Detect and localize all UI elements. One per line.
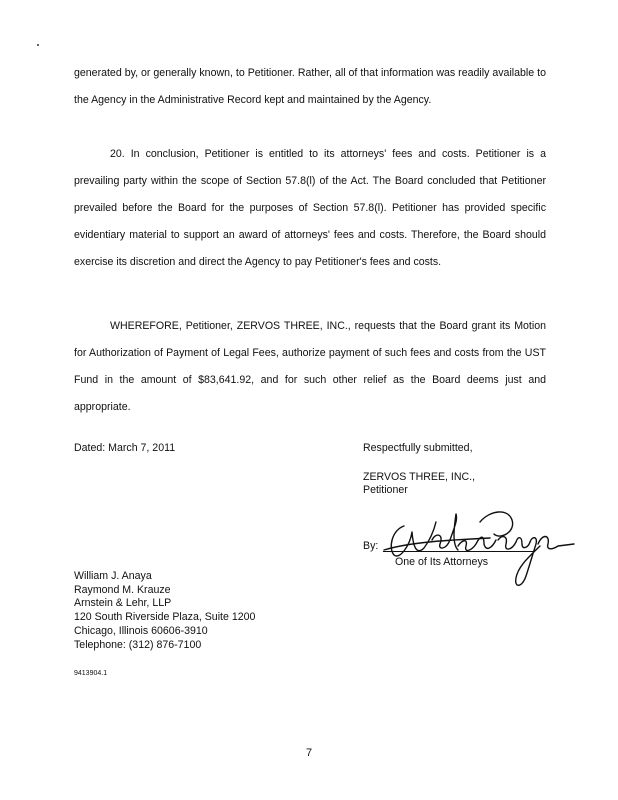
respectfully-submitted: Respectfully submitted, [363, 442, 473, 454]
attorney-line: Telephone: (312) 876-7100 [74, 638, 202, 651]
attorney-line: Chicago, Illinois 60606-3910 [74, 624, 208, 637]
by-label: By: [363, 540, 379, 552]
page-number: 7 [305, 747, 313, 759]
party-role: Petitioner [363, 484, 408, 496]
attorney-line: Raymond M. Krauze [74, 583, 171, 596]
attorney-line: 120 South Riverside Plaza, Suite 1200 [74, 611, 256, 624]
firm-block [363, 471, 475, 497]
scan-speck [37, 44, 39, 46]
attorney-block [74, 570, 255, 652]
paragraph-continuation: generated by, or generally known, to Petitioner. Rather, all of that information was readily available to the Agency in the Administrative Record kept and maintained by the Agency. [74, 67, 546, 106]
dated-line: Dated: March 7, 2011 [74, 442, 176, 454]
paragraph-conclusion: 20. In conclusion, Petitioner is entitled to its attorneys' fees and costs. Petitioner is a prevailing party within the scope of Section 57.8(l) of the Act. The Board concluded that Petitioner prevailed before the Board for the purposes of Section 57.8(l). Petitioner has provided specific evidentiary material to support an award of attorneys' fees and costs. Therefore, the Board should exercise its discretion and direct the Agency to pay Petitioner's fees and costs. [74, 148, 546, 268]
attorney-line: Arnstein & Lehr, LLP [74, 597, 172, 610]
company-name: ZERVOS THREE, INC., [363, 471, 476, 483]
one-of-attorneys: One of Its Attorneys [395, 556, 489, 568]
paragraph-wherefore: WHEREFORE, Petitioner, ZERVOS THREE, INC., requests that the Board grant its Motion for Authorization of Payment of Legal Fees, authorize payment of such fees and costs from the UST Fund in the amount of $83,641.92, and for such other relief as the Board deems just and appropriate. [74, 320, 546, 413]
document-number: 9413904.1 [74, 670, 108, 677]
attorney-line: William J. Anaya [74, 570, 152, 582]
handwritten-signature [380, 500, 575, 595]
